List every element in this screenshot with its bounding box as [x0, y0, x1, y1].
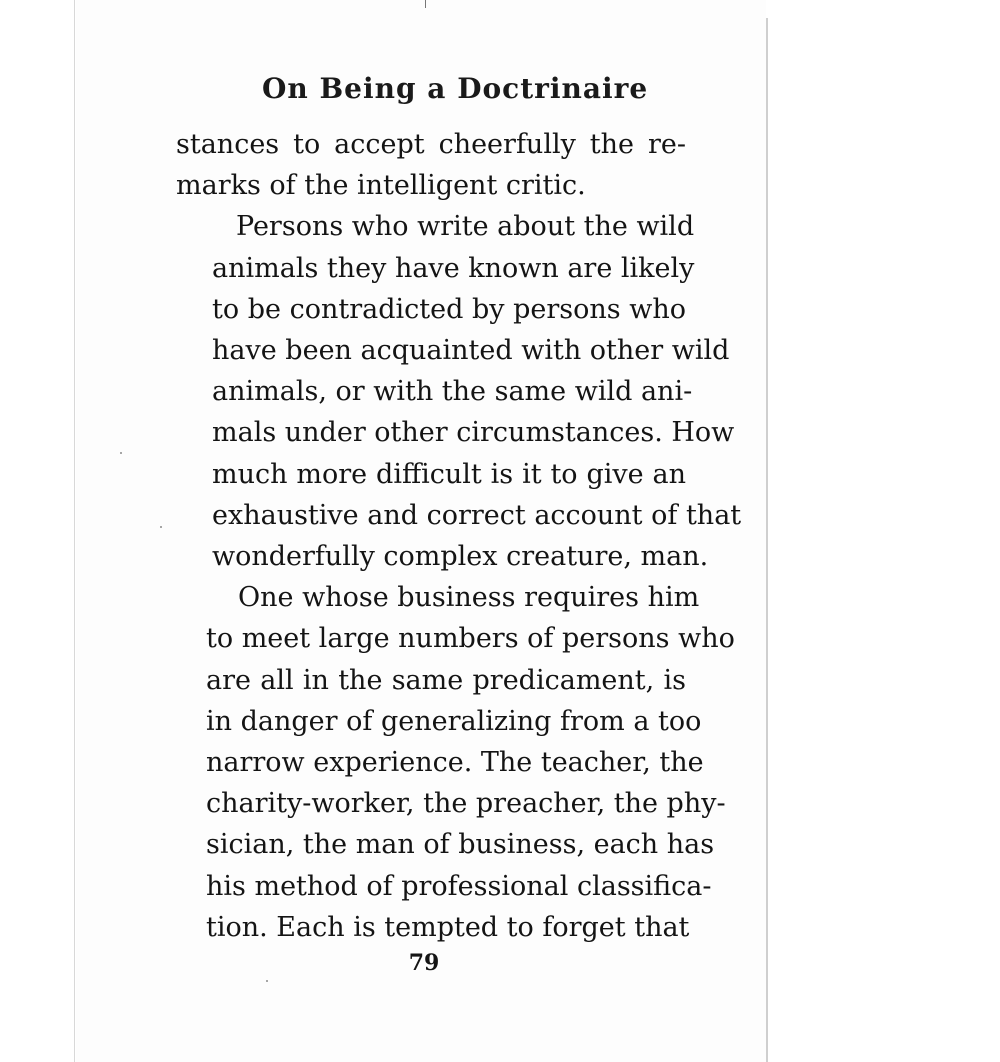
text-line: tion. Each is tempted to forget that: [206, 911, 690, 943]
text-line: mals under other circumstances. How: [212, 417, 735, 449]
scan-speck: [120, 452, 122, 454]
text-line: in danger of generalizing from a too: [206, 705, 702, 737]
text-line: to meet large numbers of persons who: [206, 623, 735, 655]
text-line: exhaustive and correct account of that: [212, 499, 742, 531]
text-line: marks of the intelligent critic.: [176, 170, 586, 202]
text-line: animals they have known are likely: [212, 252, 695, 284]
running-header: On Being a Doctrinaire: [262, 72, 649, 105]
paragraph: [176, 577, 735, 948]
text-line: his method of professional classifica-: [206, 870, 712, 902]
scan-mark: [425, 0, 426, 8]
text-line: wonderfully complex creature, man.: [212, 541, 709, 573]
page-right-edge: [766, 18, 768, 1062]
text-line: sician, the man of business, each has: [206, 829, 715, 861]
text-line: to be contradicted by persons who: [212, 293, 686, 325]
text-line: narrow experience. The teacher, the: [206, 747, 704, 779]
paragraph: [176, 124, 696, 206]
text-line: One whose business requires him: [238, 582, 700, 614]
text-line: stances to accept cheerfully the re-: [176, 129, 686, 160]
paragraph: [182, 206, 742, 577]
text-line: animals, or with the same wild ani-: [212, 376, 693, 408]
page-number: 79: [408, 950, 440, 976]
text-line: have been acquainted with other wild: [212, 335, 730, 367]
text-line: charity-worker, the preacher, the phy-: [206, 788, 726, 820]
text-line: are all in the same predicament, is: [206, 664, 686, 696]
body-text: [176, 124, 742, 948]
page-left-edge: [74, 0, 75, 1062]
scan-speck: [266, 980, 268, 982]
text-line: much more difficult is it to give an: [212, 458, 686, 490]
text-line: Persons who write about the wild: [236, 211, 695, 243]
scan-speck: [160, 526, 162, 528]
